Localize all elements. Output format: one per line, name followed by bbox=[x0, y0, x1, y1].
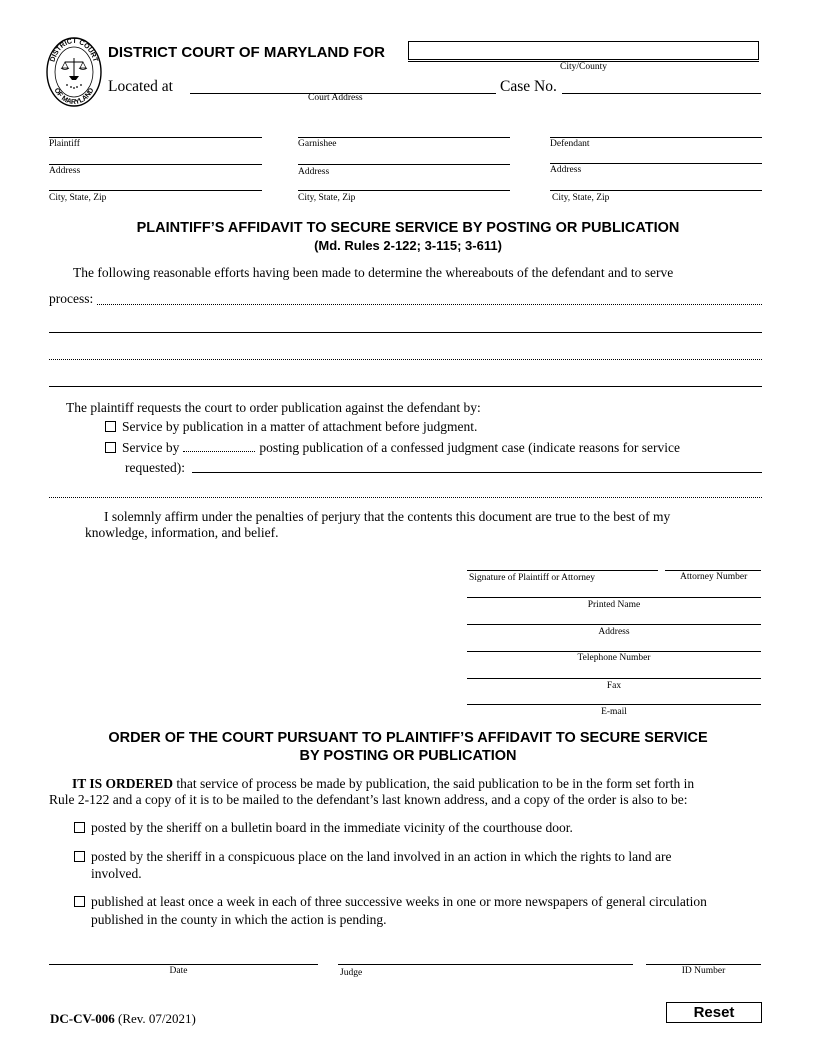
garnishee-name-input[interactable] bbox=[298, 137, 510, 138]
garnishee-city-input[interactable] bbox=[298, 190, 510, 191]
case-no-input[interactable] bbox=[562, 93, 761, 94]
defendant-city-label: City, State, Zip bbox=[552, 193, 610, 203]
seal-top-text: DISTRICT COURT bbox=[49, 37, 99, 63]
requested-label: requested): bbox=[125, 460, 185, 475]
posting-option-row bbox=[105, 439, 680, 456]
order-title bbox=[0, 729, 816, 765]
garnishee-address-label: Address bbox=[298, 167, 330, 177]
efforts-text: The following reasonable efforts having been made to determine the whereabouts of the defendant and to serve bbox=[73, 265, 674, 280]
posting-option-label: posting publication of a confessed judgment case (indicate reasons for service bbox=[259, 440, 680, 455]
affidavit-title: PLAINTIFF’S AFFIDAVIT TO SECURE SERVICE BY POSTING OR PUBLICATION bbox=[136, 220, 680, 236]
confessed-judgment-checkbox[interactable] bbox=[105, 442, 116, 453]
signature-input[interactable] bbox=[467, 570, 658, 571]
defendant-label: Defendant bbox=[550, 139, 590, 149]
printed-name-label: Printed Name bbox=[587, 600, 641, 610]
land-posting-label-2: involved. bbox=[91, 866, 142, 881]
newspaper-label: published at least once a week in each of three successive weeks in one or more newspapers of general circulation bbox=[91, 894, 707, 909]
defendant-address-label: Address bbox=[550, 165, 582, 175]
plaintiff-city-input[interactable] bbox=[49, 190, 262, 191]
attachment-option-label: Service by publication in a matter of attachment before judgment. bbox=[122, 419, 478, 434]
form-revision: (Rev. 07/2021) bbox=[118, 1011, 196, 1026]
telephone-input[interactable] bbox=[467, 651, 761, 652]
printed-name-input[interactable] bbox=[467, 597, 761, 598]
process-line-1[interactable] bbox=[97, 304, 762, 305]
affidavit-rules: (Md. Rules 2-122; 3-115; 3-611) bbox=[314, 238, 502, 253]
case-no-label: Case No. bbox=[500, 78, 557, 95]
court-address-label: Court Address bbox=[308, 93, 363, 103]
court-title: DISTRICT COURT OF MARYLAND FOR bbox=[108, 44, 385, 61]
affirm-text-1: I solemnly affirm under the penalties of perjury that the contents this document are true to the best of my bbox=[104, 509, 671, 524]
defendant-name-input[interactable] bbox=[550, 137, 762, 138]
judge-id-input[interactable] bbox=[646, 964, 761, 965]
service-by-input[interactable] bbox=[183, 451, 255, 452]
process-line-2[interactable] bbox=[49, 332, 762, 333]
form-number: DC-CV-006 bbox=[50, 1011, 115, 1026]
garnishee-city-label: City, State, Zip bbox=[298, 193, 356, 203]
process-label: process: bbox=[49, 291, 94, 306]
located-at-label: Located at bbox=[108, 78, 173, 95]
form-id bbox=[50, 1011, 196, 1027]
service-by-label: Service by bbox=[122, 440, 180, 455]
fax-input[interactable] bbox=[467, 678, 761, 679]
signer-address-input[interactable] bbox=[467, 624, 761, 625]
attorney-number-input[interactable] bbox=[665, 570, 761, 571]
defendant-city-input[interactable] bbox=[550, 190, 762, 191]
reasons-line-2[interactable] bbox=[49, 497, 762, 498]
reasons-line-1[interactable] bbox=[192, 472, 762, 473]
email-label: E-mail bbox=[601, 707, 627, 717]
affirm-text-2: knowledge, information, and belief. bbox=[85, 525, 279, 540]
email-input[interactable] bbox=[467, 704, 761, 705]
plaintiff-city-label: City, State, Zip bbox=[49, 193, 107, 203]
telephone-label: Telephone Number bbox=[577, 653, 651, 663]
defendant-address-input[interactable] bbox=[550, 163, 762, 164]
process-line-3[interactable] bbox=[49, 359, 762, 360]
order-option-3-row bbox=[74, 893, 707, 910]
order-date-label: Date bbox=[169, 966, 188, 976]
fax-label: Fax bbox=[606, 681, 622, 691]
county-label: City/County bbox=[560, 62, 607, 72]
judge-label: Judge bbox=[340, 968, 363, 978]
newspaper-label-2: published in the county in which the action is pending. bbox=[91, 912, 387, 927]
bulletin-board-label: posted by the sheriff on a bulletin board in the immediate vicinity of the courthouse door. bbox=[91, 820, 573, 835]
attachment-checkbox[interactable] bbox=[105, 421, 116, 432]
plaintiff-name-input[interactable] bbox=[49, 137, 262, 138]
plaintiff-address-label: Address bbox=[49, 166, 81, 176]
court-seal-logo bbox=[45, 36, 103, 108]
plaintiff-address-input[interactable] bbox=[49, 164, 262, 165]
attorney-number-label: Attorney Number bbox=[680, 572, 748, 582]
land-posting-checkbox[interactable] bbox=[74, 851, 85, 862]
seal-bottom-text: OF MARYLAND bbox=[52, 87, 96, 107]
order-option-1-row bbox=[74, 819, 573, 836]
ordered-text-1-body: that service of process be made by publication, the said publication to be in the form set forth in bbox=[173, 776, 695, 791]
garnishee-label: Garnishee bbox=[298, 139, 337, 149]
it-is-ordered: IT IS ORDERED bbox=[72, 776, 174, 791]
order-title-line-1: ORDER OF THE COURT PURSUANT TO PLAINTIFF’S AFFIDAVIT TO SECURE SERVICE bbox=[108, 730, 708, 746]
signer-address-label: Address bbox=[598, 627, 630, 637]
reset-button[interactable]: Reset bbox=[666, 1002, 762, 1023]
ordered-text-1 bbox=[72, 775, 694, 792]
county-input[interactable] bbox=[408, 41, 759, 60]
signature-label: Signature of Plaintiff or Attorney bbox=[469, 573, 595, 583]
publication-option-row bbox=[105, 418, 477, 435]
process-line-4[interactable] bbox=[49, 386, 762, 387]
id-number-label: ID Number bbox=[681, 966, 726, 976]
land-posting-label: posted by the sheriff in a conspicuous place on the land involved in an action in which the rights to land are bbox=[91, 849, 672, 864]
judge-signature-input[interactable] bbox=[338, 964, 633, 965]
request-text: The plaintiff requests the court to order publication against the defendant by: bbox=[66, 400, 481, 415]
order-option-2-row bbox=[74, 848, 671, 865]
plaintiff-label: Plaintiff bbox=[49, 139, 80, 149]
ordered-text-2: Rule 2-122 and a copy of it is to be mailed to the defendant’s last known address, and a copy of the order is also to be: bbox=[49, 792, 688, 807]
newspaper-checkbox[interactable] bbox=[74, 896, 85, 907]
order-date-input[interactable] bbox=[49, 964, 318, 965]
bulletin-board-checkbox[interactable] bbox=[74, 822, 85, 833]
order-title-line-2: BY POSTING OR PUBLICATION bbox=[299, 748, 517, 764]
garnishee-address-input[interactable] bbox=[298, 164, 510, 165]
